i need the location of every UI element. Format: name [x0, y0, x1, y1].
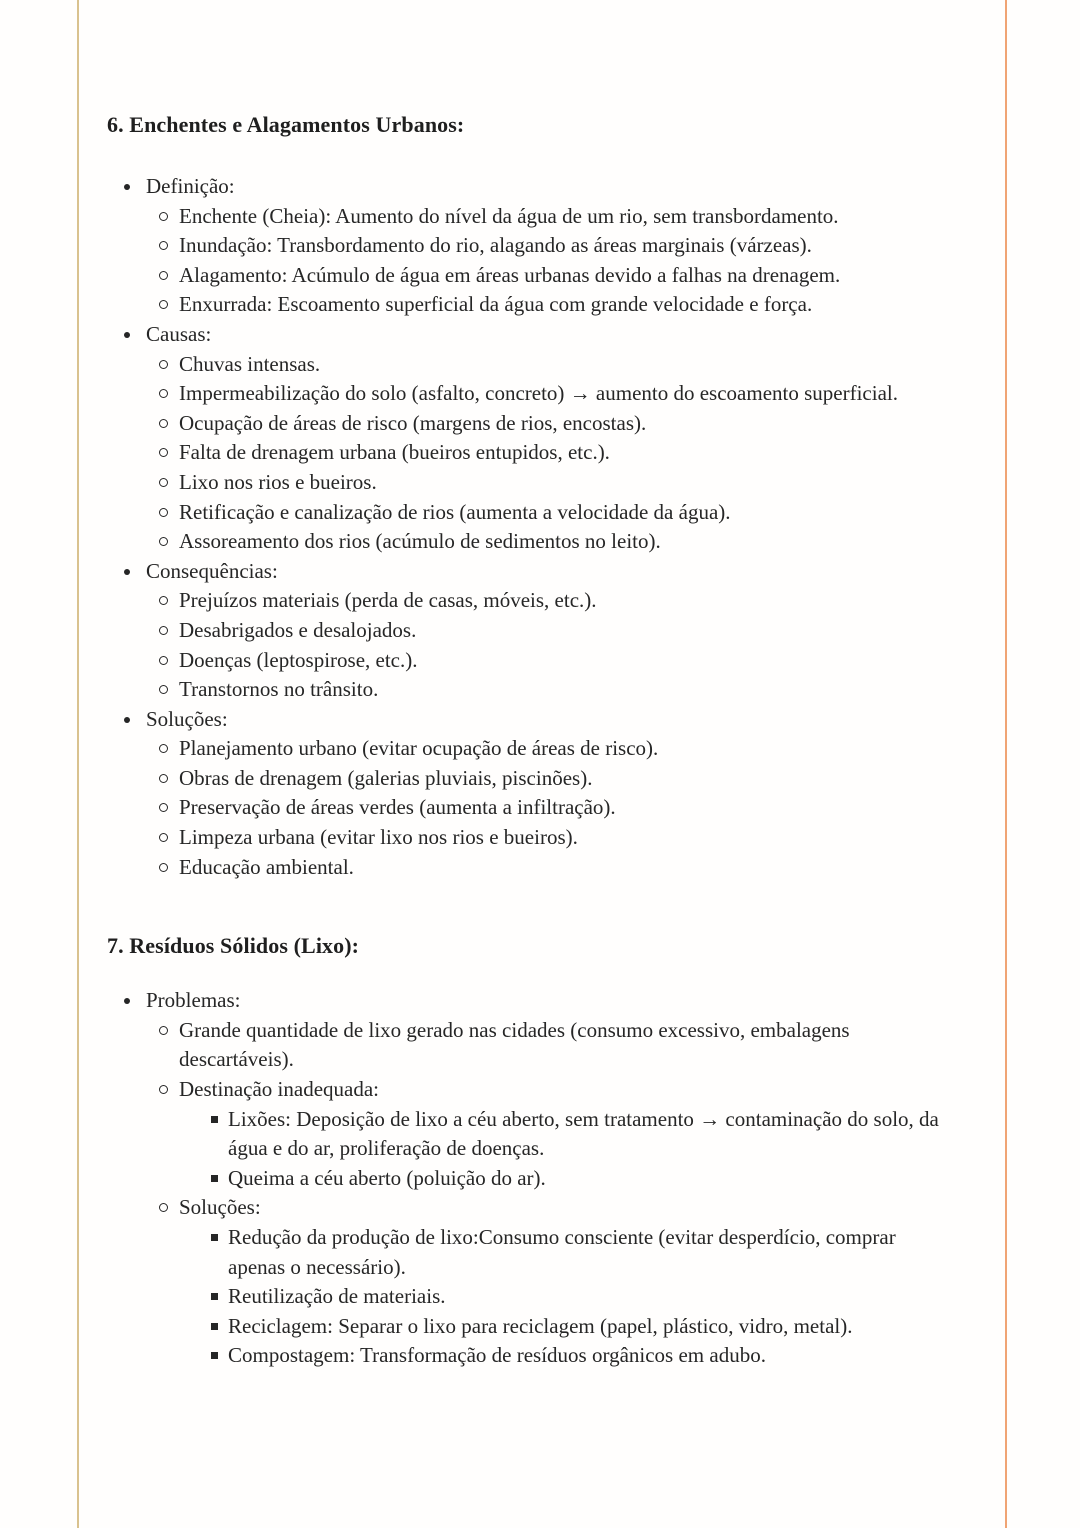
list-item-level-2	[107, 438, 957, 468]
list-item-level-2	[107, 1075, 957, 1105]
bullet-dot-icon	[124, 569, 130, 575]
list-item-text: Redução da produção de lixo:Consumo consciente (evitar desperdício, comprar apenas o necessário).	[228, 1225, 896, 1279]
bullet-circle-icon	[159, 626, 168, 635]
list-item-text: Reciclagem: Separar o lixo para reciclagem (papel, plástico, vidro, metal).	[228, 1313, 853, 1338]
list-item-text: Enchente (Cheia): Aumento do nível da água de um rio, sem transbordamento.	[179, 203, 839, 228]
list-item-text: Assoreamento dos rios (acúmulo de sedimentos no leito).	[179, 529, 661, 554]
list-item-text: Reutilização de materiais.	[228, 1284, 446, 1309]
list-item-level-2	[107, 734, 957, 764]
list-item-level-2	[107, 202, 957, 232]
list-item-level-2	[107, 823, 957, 853]
page-border-left	[77, 0, 79, 1528]
document-content	[107, 0, 957, 1371]
bullet-square-icon	[211, 1293, 218, 1300]
list-item-text: Alagamento: Acúmulo de água em áreas urbanas devido a falhas na drenagem.	[179, 262, 841, 287]
list-item-level-2	[107, 646, 957, 676]
list-item-text: Soluções:	[146, 706, 228, 731]
list-item-level-2	[107, 379, 957, 409]
bullet-circle-icon	[159, 537, 168, 546]
bullet-circle-icon	[159, 1026, 168, 1035]
bullet-circle-icon	[159, 656, 168, 665]
bullet-square-icon	[211, 1175, 218, 1182]
bullet-circle-icon	[159, 1203, 168, 1212]
bullet-dot-icon	[124, 332, 130, 338]
list-item-text: Inundação: Transbordamento do rio, alagando as áreas marginais (várzeas).	[179, 233, 812, 258]
bullet-circle-icon	[159, 685, 168, 694]
list-item-text: Limpeza urbana (evitar lixo nos rios e bueiros).	[179, 825, 578, 850]
list-item-text: Chuvas intensas.	[179, 351, 321, 376]
list-item-level-2	[107, 527, 957, 557]
list-item-level-1	[107, 705, 957, 735]
list-item-text: Planejamento urbano (evitar ocupação de áreas de risco).	[179, 736, 659, 761]
list-item-level-3	[107, 1164, 957, 1194]
list-item-text: Destinação inadequada:	[179, 1077, 379, 1102]
list-item-level-1	[107, 320, 957, 350]
bullet-circle-icon	[159, 774, 168, 783]
list-item-text: Soluções:	[179, 1195, 261, 1220]
bullet-circle-icon	[159, 596, 168, 605]
list-item-level-3	[107, 1312, 957, 1342]
list-item-level-2	[107, 498, 957, 528]
list-item-text: Ocupação de áreas de risco (margens de rios, encostas).	[179, 410, 647, 435]
list-item-text: Lixões: Deposição de lixo a céu aberto, sem tratamento → contaminação do solo, da água e do ar, proliferação de doenças.	[228, 1106, 939, 1161]
bullet-circle-icon	[159, 744, 168, 753]
section-7-list	[107, 986, 957, 1371]
bullet-circle-icon	[159, 271, 168, 280]
list-item-level-2	[107, 1193, 957, 1223]
list-item-level-2	[107, 853, 957, 883]
list-item-level-2	[107, 764, 957, 794]
list-item-text: Queima a céu aberto (poluição do ar).	[228, 1165, 546, 1190]
list-item-level-2	[107, 231, 957, 261]
list-item-text: Grande quantidade de lixo gerado nas cidades (consumo excessivo, embalagens descartáveis).	[179, 1017, 850, 1072]
bullet-square-icon	[211, 1116, 218, 1123]
list-item-text: Retificação e canalização de rios (aumenta a velocidade da água).	[179, 499, 731, 524]
list-item-text: Causas:	[146, 321, 212, 346]
section-6-heading: 6. Enchentes e Alagamentos Urbanos:	[107, 112, 465, 137]
list-item-level-2	[107, 793, 957, 823]
bullet-square-icon	[211, 1234, 218, 1241]
list-item-level-3	[107, 1223, 957, 1282]
list-item-text: Consequências:	[146, 558, 278, 583]
list-item-text: Enxurrada: Escoamento superficial da água com grande velocidade e força.	[179, 292, 813, 317]
list-item-text: Educação ambiental.	[179, 854, 354, 879]
list-item-level-3	[107, 1341, 957, 1371]
list-item-text: Transtornos no trânsito.	[179, 677, 379, 702]
bullet-circle-icon	[159, 1085, 168, 1094]
list-item-level-2	[107, 586, 957, 616]
bullet-square-icon	[211, 1323, 218, 1330]
bullet-dot-icon	[124, 998, 130, 1004]
bullet-circle-icon	[159, 803, 168, 812]
bullet-circle-icon	[159, 419, 168, 428]
list-item-level-2	[107, 409, 957, 439]
bullet-square-icon	[211, 1352, 218, 1359]
bullet-dot-icon	[124, 717, 130, 723]
bullet-circle-icon	[159, 448, 168, 457]
bullet-circle-icon	[159, 833, 168, 842]
list-item-text: Impermeabilização do solo (asfalto, concreto) → aumento do escoamento superficial.	[179, 381, 898, 406]
list-item-level-3	[107, 1105, 957, 1164]
list-item-text: Problemas:	[146, 988, 241, 1013]
list-item-level-2	[107, 675, 957, 705]
list-item-level-3	[107, 1282, 957, 1312]
list-item-text: Desabrigados e desalojados.	[179, 617, 417, 642]
section-7-heading: 7. Resíduos Sólidos (Lixo):	[107, 933, 360, 959]
list-item-text: Doenças (leptospirose, etc.).	[179, 647, 418, 672]
list-item-text: Preservação de áreas verdes (aumenta a infiltração).	[179, 795, 616, 820]
list-item-level-1	[107, 557, 957, 587]
list-item-level-2	[107, 261, 957, 291]
bullet-circle-icon	[159, 508, 168, 517]
page-border-right	[1005, 0, 1007, 1528]
bullet-circle-icon	[159, 389, 168, 398]
bullet-circle-icon	[159, 360, 168, 369]
list-item-level-2	[107, 290, 957, 320]
list-item-level-2	[107, 616, 957, 646]
list-item-level-2	[107, 1016, 957, 1075]
list-item-level-2	[107, 350, 957, 380]
bullet-circle-icon	[159, 241, 168, 250]
list-item-text: Prejuízos materiais (perda de casas, móveis, etc.).	[179, 588, 597, 613]
bullet-circle-icon	[159, 212, 168, 221]
list-item-level-1	[107, 986, 957, 1016]
list-item-text: Falta de drenagem urbana (bueiros entupidos, etc.).	[179, 440, 610, 465]
bullet-circle-icon	[159, 300, 168, 309]
list-item-text: Lixo nos rios e bueiros.	[179, 469, 377, 494]
bullet-dot-icon	[124, 184, 130, 190]
list-item-text: Compostagem: Transformação de resíduos orgânicos em adubo.	[228, 1343, 766, 1368]
list-item-text: Obras de drenagem (galerias pluviais, piscinões).	[179, 765, 593, 790]
bullet-circle-icon	[159, 863, 168, 872]
list-item-level-1	[107, 172, 957, 202]
section-6-list	[107, 172, 957, 882]
list-item-text: Definição:	[146, 174, 235, 198]
bullet-circle-icon	[159, 478, 168, 487]
list-item-level-2	[107, 468, 957, 498]
